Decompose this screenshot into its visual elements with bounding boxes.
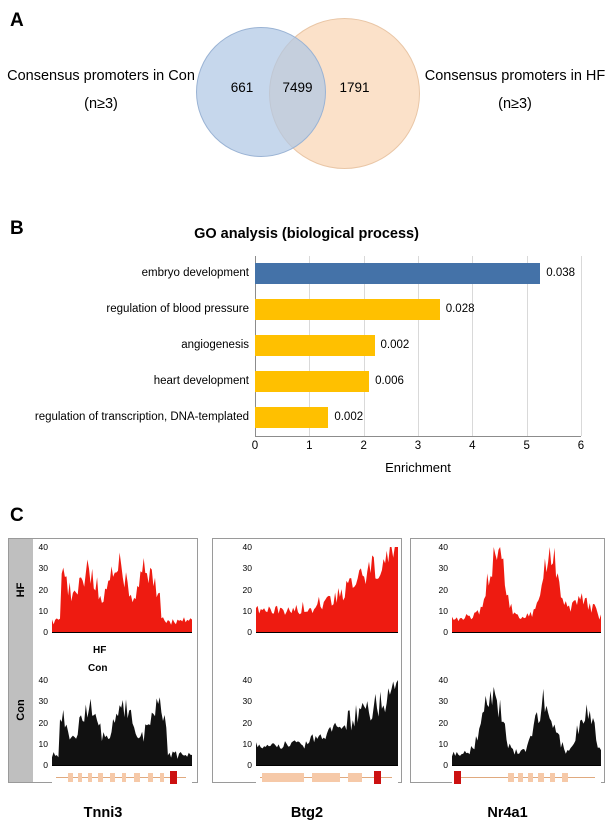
track-y-axis (232, 543, 254, 636)
exon-block (538, 773, 544, 782)
bar (255, 263, 540, 284)
exon-block (550, 773, 555, 782)
x-axis-line (255, 436, 581, 437)
track-y-tick: 0 (443, 760, 448, 770)
track-y-axis (28, 676, 50, 769)
track-y-tick: 10 (242, 605, 252, 616)
track-y-tick: 40 (38, 675, 48, 685)
exon-block (528, 773, 533, 782)
track-y-axis (428, 676, 450, 769)
track-y-tick: 30 (242, 696, 252, 707)
venn-diagram (196, 18, 418, 183)
exon-block (88, 773, 92, 782)
signal-track-con (52, 680, 192, 765)
venn-right-label: Consensus promoters in HF (n≥3) (424, 68, 606, 112)
exon-block (68, 773, 73, 782)
panel-b-letter: B (10, 218, 24, 239)
inline-label-hf: HF (93, 645, 107, 656)
exon-block (262, 773, 304, 782)
bar-category-label: embryo development (141, 267, 249, 279)
panel-a-letter: A (10, 10, 24, 31)
gene-label-2: Btg2 (290, 805, 324, 821)
peak-highlight-block (454, 771, 461, 784)
track-y-tick: 40 (242, 542, 252, 552)
x-tick-label: 2 (360, 440, 367, 452)
bar-category-label: regulation of blood pressure (106, 303, 249, 315)
panel-c (0, 505, 613, 840)
track-baseline (452, 632, 601, 633)
track-y-tick: 0 (43, 760, 48, 770)
signal-track-con (256, 680, 398, 765)
track-y-tick: 0 (43, 627, 48, 637)
bar-row (106, 292, 581, 328)
venn-left-label: Consensus promoters in Con (n≥3) (7, 68, 195, 112)
track-y-tick: 0 (443, 627, 448, 637)
inline-label-con: Con (88, 663, 108, 674)
chart-title: GO analysis (biological process) (194, 226, 419, 242)
track-baseline (256, 765, 398, 766)
signal-track-hf (52, 547, 192, 632)
track-y-axis (232, 676, 254, 769)
track-y-tick: 30 (242, 563, 252, 574)
exon-block (110, 773, 115, 782)
x-tick-label: 6 (577, 440, 585, 452)
gene-label-1: Tnni3 (83, 805, 123, 821)
intron-line (56, 777, 186, 778)
bar-row (34, 400, 581, 436)
bar (255, 299, 440, 320)
track-y-axis (428, 543, 450, 636)
track-y-axis (28, 543, 50, 636)
x-axis-label: Enrichment (385, 460, 451, 475)
exon-block (78, 773, 82, 782)
intron-line (456, 777, 595, 778)
signal-track-con (452, 680, 601, 765)
bar (255, 407, 328, 428)
track-y-tick: 20 (438, 584, 448, 595)
x-tick-label: 1 (306, 440, 313, 452)
venn-count-left: 661 (230, 80, 254, 95)
track-y-tick: 30 (438, 696, 448, 707)
panel-c-letter: C (10, 505, 24, 526)
track-y-tick: 20 (242, 717, 252, 728)
x-tick-label: 4 (469, 440, 476, 452)
gene-annotation-strip (452, 769, 601, 785)
track-y-tick: 10 (242, 738, 252, 749)
exon-block (562, 773, 568, 782)
track-baseline (52, 632, 192, 633)
track-y-tick: 0 (247, 760, 252, 770)
bar (255, 335, 375, 356)
exon-block (518, 773, 523, 782)
track-y-tick: 10 (438, 738, 448, 749)
track-y-tick: 30 (438, 563, 448, 574)
track-y-tick: 10 (38, 738, 48, 749)
exon-block (348, 773, 362, 782)
track-y-tick: 20 (242, 584, 252, 595)
x-tick-label: 5 (523, 440, 530, 452)
track-y-tick: 10 (438, 605, 448, 616)
bar-category-label: regulation of transcription, DNA-templated (34, 411, 249, 423)
bar-value-label: 0.002 (380, 339, 410, 351)
bar-row (153, 364, 581, 400)
gene-annotation-strip (256, 769, 398, 785)
exon-block (148, 773, 153, 782)
venn-count-intersection: 7499 (282, 80, 313, 95)
x-tick-label: 3 (414, 440, 422, 452)
track-y-tick: 20 (38, 584, 48, 595)
bar-value-label: 0.028 (445, 303, 475, 315)
bar-value-label: 0.006 (375, 375, 404, 387)
exon-block (122, 773, 126, 782)
track-y-tick: 20 (438, 717, 448, 728)
panel-a (0, 0, 613, 200)
track-row-label-con: Con (15, 699, 27, 721)
exon-block (312, 773, 340, 782)
track-y-tick: 40 (438, 542, 448, 552)
bar (255, 371, 369, 392)
bar-value-label: 0.002 (334, 411, 364, 423)
signal-track-hf (452, 547, 601, 632)
gene-annotation-strip (52, 769, 192, 785)
bar-row (181, 328, 581, 364)
track-baseline (52, 765, 192, 766)
track-y-tick: 10 (38, 605, 48, 616)
track-y-tick: 40 (438, 675, 448, 685)
exon-block (98, 773, 103, 782)
track-baseline (452, 765, 601, 766)
bar-row (141, 256, 581, 292)
peak-highlight-block (374, 771, 381, 784)
track-y-tick: 40 (242, 675, 252, 685)
x-tick-label: 0 (251, 440, 259, 452)
panel-b (0, 204, 613, 499)
bar-value-label: 0.038 (546, 267, 576, 279)
signal-track-hf (256, 547, 398, 632)
track-y-tick: 40 (38, 542, 48, 552)
track-y-tick: 20 (38, 717, 48, 728)
track-baseline (256, 632, 398, 633)
gridline (581, 256, 582, 436)
bar-category-label: angiogenesis (181, 339, 249, 351)
track-y-tick: 0 (247, 627, 252, 637)
exon-block (160, 773, 164, 782)
venn-count-right: 1791 (339, 80, 370, 95)
exon-block (508, 773, 514, 782)
track-row-label-hf: HF (15, 582, 27, 598)
peak-highlight-block (170, 771, 177, 784)
exon-block (134, 773, 140, 782)
bar-category-label: heart development (153, 375, 249, 387)
track-y-tick: 30 (38, 696, 48, 707)
gene-label-3: Nr4a1 (487, 805, 528, 821)
track-y-tick: 30 (38, 563, 48, 574)
